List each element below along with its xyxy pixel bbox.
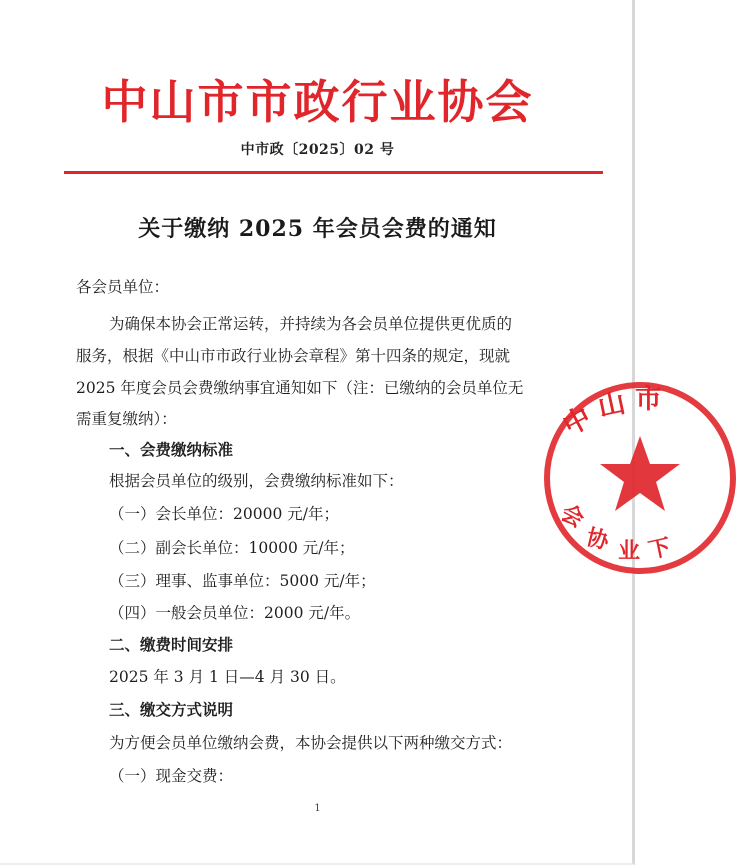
organization-header-title: 中山市市政行业协会 (101, 75, 534, 129)
svg-text:协: 协 (583, 524, 612, 555)
fee-item-vice-president: （二）副会长单位：10000 元/年； (109, 539, 355, 557)
section-1-lead: 根据会员单位的级别，会费缴纳标准如下： (109, 472, 404, 490)
payment-method-cash: （一）现金交费： (109, 767, 234, 785)
svg-text:市: 市 (635, 384, 662, 415)
official-seal-stamp (540, 378, 740, 578)
section-3-heading: 三、缴交方式说明 (109, 700, 234, 719)
salutation: 各会员单位： (76, 278, 170, 296)
section-1-heading: 一、会费缴纳标准 (109, 440, 234, 459)
intro-line-4: 需重复缴纳）： (76, 410, 177, 428)
svg-text:会: 会 (556, 499, 589, 533)
fee-item-president: （一）会长单位：20000 元/年； (109, 505, 339, 523)
svg-text:下: 下 (646, 533, 674, 564)
intro-line-2: 服务，根据《中山市市政行业协会章程》第十四条的规定，现就 (76, 347, 511, 365)
notice-title: 关于缴纳 2025 年会员会费的通知 (138, 216, 497, 242)
document-number: 中市政〔2025〕02 号 (240, 142, 395, 158)
page-number: 1 (314, 803, 321, 814)
fee-item-general-member: （四）一般会员单位：2000 元/年。 (109, 604, 361, 622)
payment-period: 2025 年 3 月 1 日—4 月 30 日。 (109, 668, 346, 686)
svg-text:业: 业 (618, 538, 641, 564)
section-2-heading: 二、缴费时间安排 (109, 635, 234, 654)
red-divider-line (64, 171, 603, 174)
seal-star-icon (600, 436, 680, 511)
svg-text:山: 山 (595, 387, 629, 424)
section-3-lead: 为方便会员单位缴纳会费，本协会提供以下两种缴交方式： (109, 734, 513, 752)
svg-text:中: 中 (558, 401, 597, 442)
fee-item-director: （三）理事、监事单位：5000 元/年； (109, 572, 376, 590)
intro-line-1: 为确保本协会正常运转，并持续为各会员单位提供更优质的 (109, 315, 513, 333)
intro-line-3: 2025 年度会员会费缴纳事宜通知如下（注：已缴纳的会员单位无 (76, 379, 524, 397)
